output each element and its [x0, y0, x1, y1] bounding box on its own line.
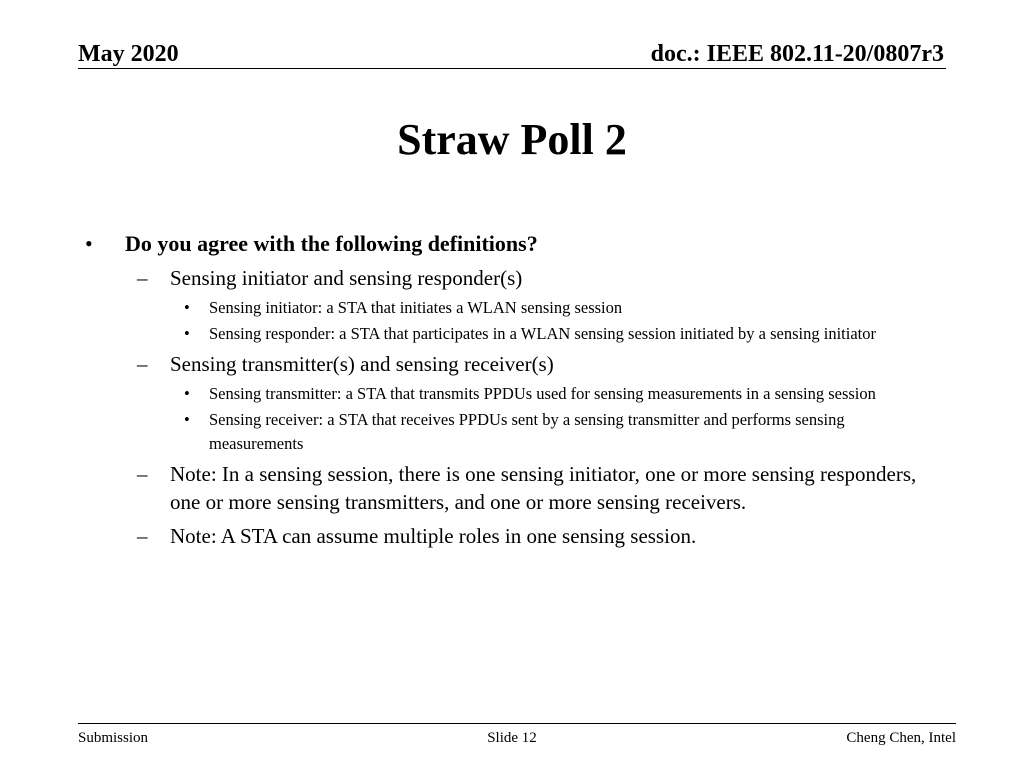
header-date: May 2020 — [78, 41, 179, 67]
slide-body — [80, 228, 940, 550]
bullet-dot-icon: • — [184, 384, 190, 403]
header-doc-id: doc.: IEEE 802.11-20/0807r3 — [650, 41, 944, 67]
bullet-dot-icon: • — [85, 231, 93, 256]
header-divider — [78, 68, 946, 69]
bullet-dot-icon: • — [184, 324, 190, 343]
list-item-text: Sensing transmitter: a STA that transmits PPDUs used for sensing measurements in a sensing session — [209, 384, 876, 403]
footer-divider — [78, 723, 956, 724]
dash-icon: – — [137, 462, 148, 486]
list-item-text: Sensing receiver: a STA that receives PPDUs sent by a sensing transmitter and performs sensing measurements — [209, 410, 845, 453]
list-item — [80, 382, 940, 406]
list-item — [80, 296, 940, 320]
subbullet-note — [80, 460, 940, 516]
list-item-text: Sensing initiator: a STA that initiates a WLAN sensing session — [209, 298, 623, 317]
bullet-question — [80, 228, 940, 260]
subbullet-group2 — [80, 350, 940, 378]
subbullet-note-text: Note: In a sensing session, there is one sensing initiator, one or more sensing responders, one or more sensing transmitters, and one or more sensing receivers. — [170, 462, 917, 514]
bullet-question-text: Do you agree with the following definitions? — [125, 231, 538, 256]
subbullet-note-text: Note: A STA can assume multiple roles in one sensing session. — [170, 524, 697, 548]
subbullet-group1-text: Sensing initiator and sensing responder(s) — [170, 266, 523, 290]
list-item — [80, 322, 940, 346]
subbullet-group1 — [80, 264, 940, 292]
dash-icon: – — [137, 524, 148, 548]
footer-slide-number: Slide 12 — [487, 730, 537, 746]
footer-author: Cheng Chen, Intel — [846, 730, 956, 746]
list-item-text: Sensing responder: a STA that participates in a WLAN sensing session initiated by a sensing initiator — [209, 324, 876, 343]
footer-submission: Submission — [78, 730, 149, 746]
dash-icon: – — [137, 352, 148, 376]
subbullet-group2-text: Sensing transmitter(s) and sensing receiver(s) — [170, 352, 554, 376]
list-item — [80, 408, 940, 456]
bullet-dot-icon: • — [184, 298, 190, 317]
dash-icon: – — [137, 266, 148, 290]
slide-title: Straw Poll 2 — [397, 115, 627, 164]
bullet-dot-icon: • — [184, 410, 190, 429]
subbullet-note — [80, 522, 940, 550]
